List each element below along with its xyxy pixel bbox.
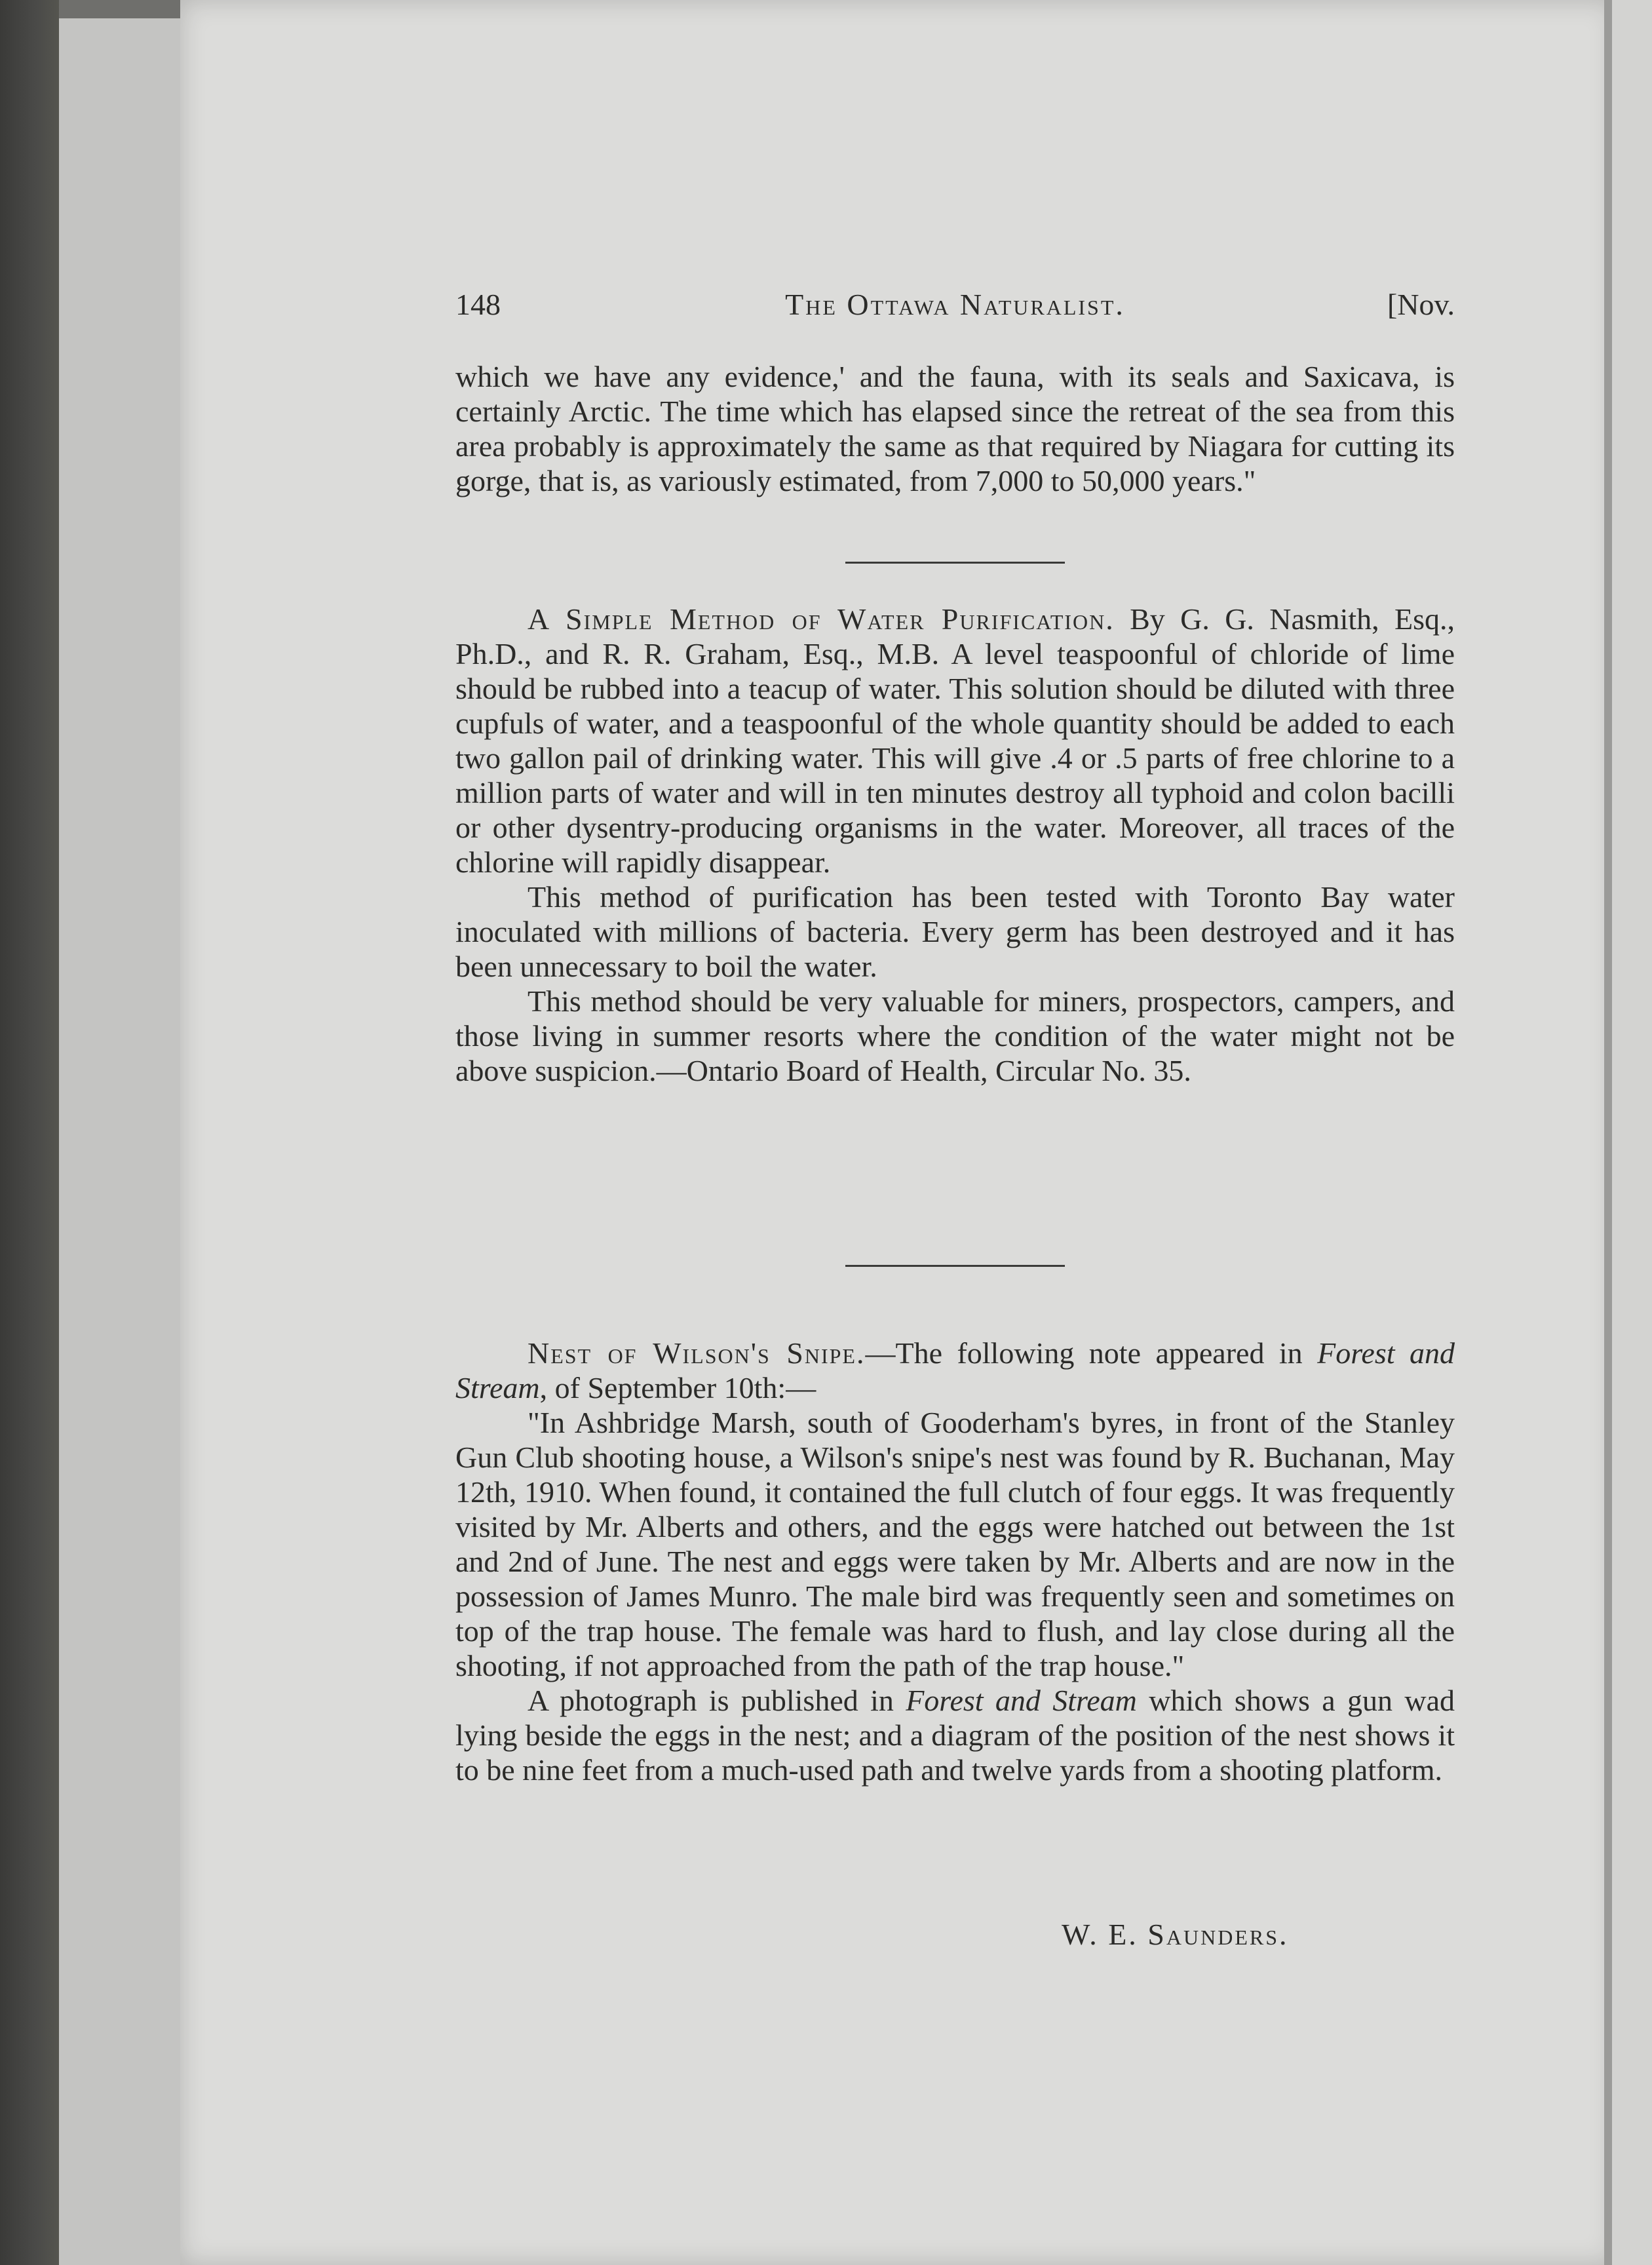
snipe-source-title: Forest and Stream [455, 1336, 1455, 1404]
page-right-edge [1604, 0, 1612, 2265]
water-paragraph-3: This method should be very valuable for miners, prospectors, campers, and those living in summer resorts where the condition of the water might not be above suspicion.—Ontario Board of Health, Circular No. 35. [455, 984, 1455, 1087]
snipe-article-title: Nest of Wilson's Snipe. [528, 1336, 866, 1370]
running-head [455, 287, 1455, 326]
journal-title: The Ottawa Naturalist. [785, 288, 1125, 321]
section-divider-2 [845, 1265, 1065, 1267]
water-paragraph-1-text: By G. G. Nasmith, Esq., Ph.D., and R. R. Graham, Esq., M.B. A level teaspoonful of chloride of lime should be rubbed into a teacup of water. This solution should be diluted with three cupfuls of water, and a teaspoonful of the whole quantity should be added to each two gallon pail of drinking water. This will give .4 or .5 parts of free chlorine to a million parts of water and will in ten minutes destroy all typhoid and colon bacilli or other dysentry-producing organisms in the water. Moreover, all traces of the chlorine will rapidly disappear. [455, 602, 1455, 879]
article-wilsons-snipe [455, 1336, 1455, 1787]
snipe-paragraph-3 [455, 1683, 1455, 1787]
water-paragraph-2: This method of purification has been tested with Toronto Bay water inoculated with millions of bacteria. Every germ has been destroyed and it has been unnecessary to boil the water. [455, 880, 1455, 983]
snipe-source-title-2: Forest and Stream [906, 1684, 1137, 1717]
snipe-paragraph-1-text: —The following note appeared in [865, 1336, 1318, 1370]
section-divider-1 [845, 562, 1065, 564]
continuation-paragraph [455, 359, 1455, 498]
snipe-paragraph-3-start: A photograph is published in [528, 1684, 906, 1717]
scan-right-margin [1612, 0, 1652, 2265]
article-water-purification [455, 602, 1455, 1088]
snipe-paragraph-2: "In Ashbridge Marsh, south of Gooderham's byres, in front of the Stanley Gun Club shooting house, a Wilson's snipe's nest was found by R. Buchanan, May 12th, 1910. When found, it contained the full clutch of four eggs. It was frequently visited by Mr. Alberts and others, and the eggs were hatched out between the 1st and 2nd of June. The nest and eggs were taken by Mr. Alberts and are now in the possession of James Munro. The male bird was frequently seen and sometimes on top of the trap house. The female was hard to flush, and lay close during all the shooting, if not approached from the path of the trap house." [455, 1406, 1455, 1682]
water-paragraph-1 [455, 602, 1455, 880]
issue-month: [Nov. [1387, 288, 1455, 321]
snipe-paragraph-1-end: , of September 10th:— [539, 1371, 816, 1404]
author-signature: W. E. Saunders. [1062, 1918, 1289, 1951]
water-article-title: A Simple Method of Water Purification. [528, 602, 1115, 636]
page-number: 148 [455, 288, 501, 321]
scan-background-left [0, 0, 59, 2265]
snipe-paragraph-3-text: which shows a gun wad lying beside the eggs in the nest; and a diagram of the position of the nest shows it to be nine feet from a much-used path and twelve yards from a shooting platform. [455, 1684, 1455, 1787]
snipe-paragraph-1 [455, 1336, 1455, 1405]
continuation-text: which we have any evidence,' and the fauna, with its seals and Saxicava, is certainly Arctic. The time which has elapsed since the retreat of the sea from this area probably is approximately the same as that required by Niagara for cutting its gorge, that is, as variously estimated, from 7,000 to 50,000 years." [455, 360, 1455, 497]
